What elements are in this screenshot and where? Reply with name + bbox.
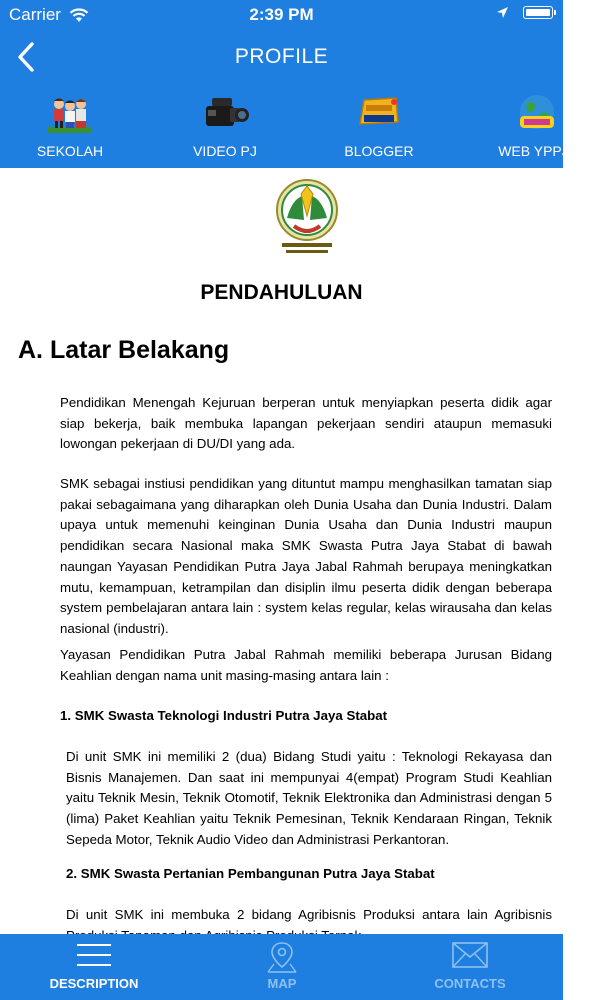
foundation-seal-icon <box>272 178 342 258</box>
nav-item-web-yppjj[interactable] <box>472 85 602 168</box>
nav-label-web-yppjj: WEB YPPJJ <box>498 143 576 159</box>
subsection-heading: A. Latar Belakang <box>18 336 230 364</box>
unit-2-title: 2. SMK Swasta Pertanian Pembangunan Putra Jaya Stabat <box>66 866 435 881</box>
battery-icon <box>523 6 553 19</box>
app-header <box>0 30 563 85</box>
unit-1-title: 1. SMK Swasta Teknologi Industri Putra Jaya Stabat <box>60 708 388 723</box>
tab-label-contacts: CONTACTS <box>434 976 506 991</box>
nav-item-sekolah[interactable] <box>5 85 135 168</box>
tab-description[interactable] <box>0 934 188 1000</box>
nav-label-video-pj: VIDEO PJ <box>193 143 257 159</box>
envelope-icon <box>451 940 489 970</box>
nav-item-blogger[interactable] <box>314 85 444 168</box>
web-globe-icon <box>512 90 562 136</box>
section-heading: PENDAHULUAN <box>200 281 363 304</box>
hamburger-menu-icon <box>76 940 112 970</box>
paragraph-3: Yayasan Pendidikan Putra Jabal Rahmah memiliki beberapa Jurusan Bidang Keahlian dengan nama unit masing-masing antara lain : <box>60 647 552 683</box>
foundation-logo <box>272 178 342 258</box>
tab-label-map: MAP <box>267 976 297 991</box>
school-children-icon <box>45 90 95 136</box>
video-camera-icon <box>200 90 250 136</box>
location-arrow-icon <box>496 6 509 19</box>
paragraph-1: Pendidikan Menengah Kejuruan berperan untuk menyiapkan peserta didik agar siap bekerja, baik membuka lapangan pekerjaan sendiri ataupun memasuki lowongan pekerjaan di DU/DI yang ada. <box>60 395 552 452</box>
nav-item-video-pj[interactable] <box>160 85 290 168</box>
tab-map[interactable] <box>188 934 376 1000</box>
nav-label-blogger: BLOGGER <box>344 143 414 159</box>
description-content[interactable] <box>0 168 563 934</box>
status-time: 2:39 PM <box>249 5 314 24</box>
paragraph-2: SMK sebagai instiusi pendidikan yang dituntut mampu menghasilkan tamatan siap pakai sebagaimana yang diharapkan oleh Dunia Usaha dan Dunia Industri. Dalam upaya untuk memenuhi keinginan Dunia Usaha dan Dunia Industri maupun pendidikan secara Nasional maka SMK Swasta Putra Jaya Stabat di bawah naungan Yayasan Pendidikan Putra Jaya Jabal Rahmah berupaya meningkatkan mutu, kemampuan, ketrampilan dan disiplin ilmu peserta didik dengan beberapa system pembelajaran antara lain : system kelas regular, kelas wirausaha dan kelas nasional (industri). <box>60 476 552 636</box>
blog-smk-icon <box>354 90 404 136</box>
unit-1-description: Di unit SMK ini memiliki 2 (dua) Bidang Studi yaitu : Teknologi Rekayasa dan Bisnis Manajemen. Dan saat ini mempunyai 4(empat) Program Studi Keahlian yaitu Teknik Mesin, Teknik Otomotif, Teknik Elektronika dan Administrasi dengan 5 (lima) Paket Keahlian yaitu Teknik Pemesinan, Teknik Kendaraan Ringan, Teknik Sepeda Motor, Teknik Audio Video dan Administrasi Perkantoran. <box>66 749 552 847</box>
tab-contacts[interactable] <box>376 934 564 1000</box>
bottom-tab-bar <box>0 934 563 1000</box>
tab-label-description: DESCRIPTION <box>49 976 139 991</box>
nav-label-sekolah: SEKOLAH <box>36 143 104 159</box>
page-title: PROFILE <box>234 45 329 68</box>
map-pin-icon <box>264 940 300 974</box>
unit-2-description: Di unit SMK ini membuka 2 bidang Agribisnis Produksi antara lain Agribisnis <box>66 907 552 922</box>
carrier-label: Carrier <box>9 5 61 24</box>
status-bar <box>0 0 563 30</box>
top-nav <box>0 85 576 168</box>
